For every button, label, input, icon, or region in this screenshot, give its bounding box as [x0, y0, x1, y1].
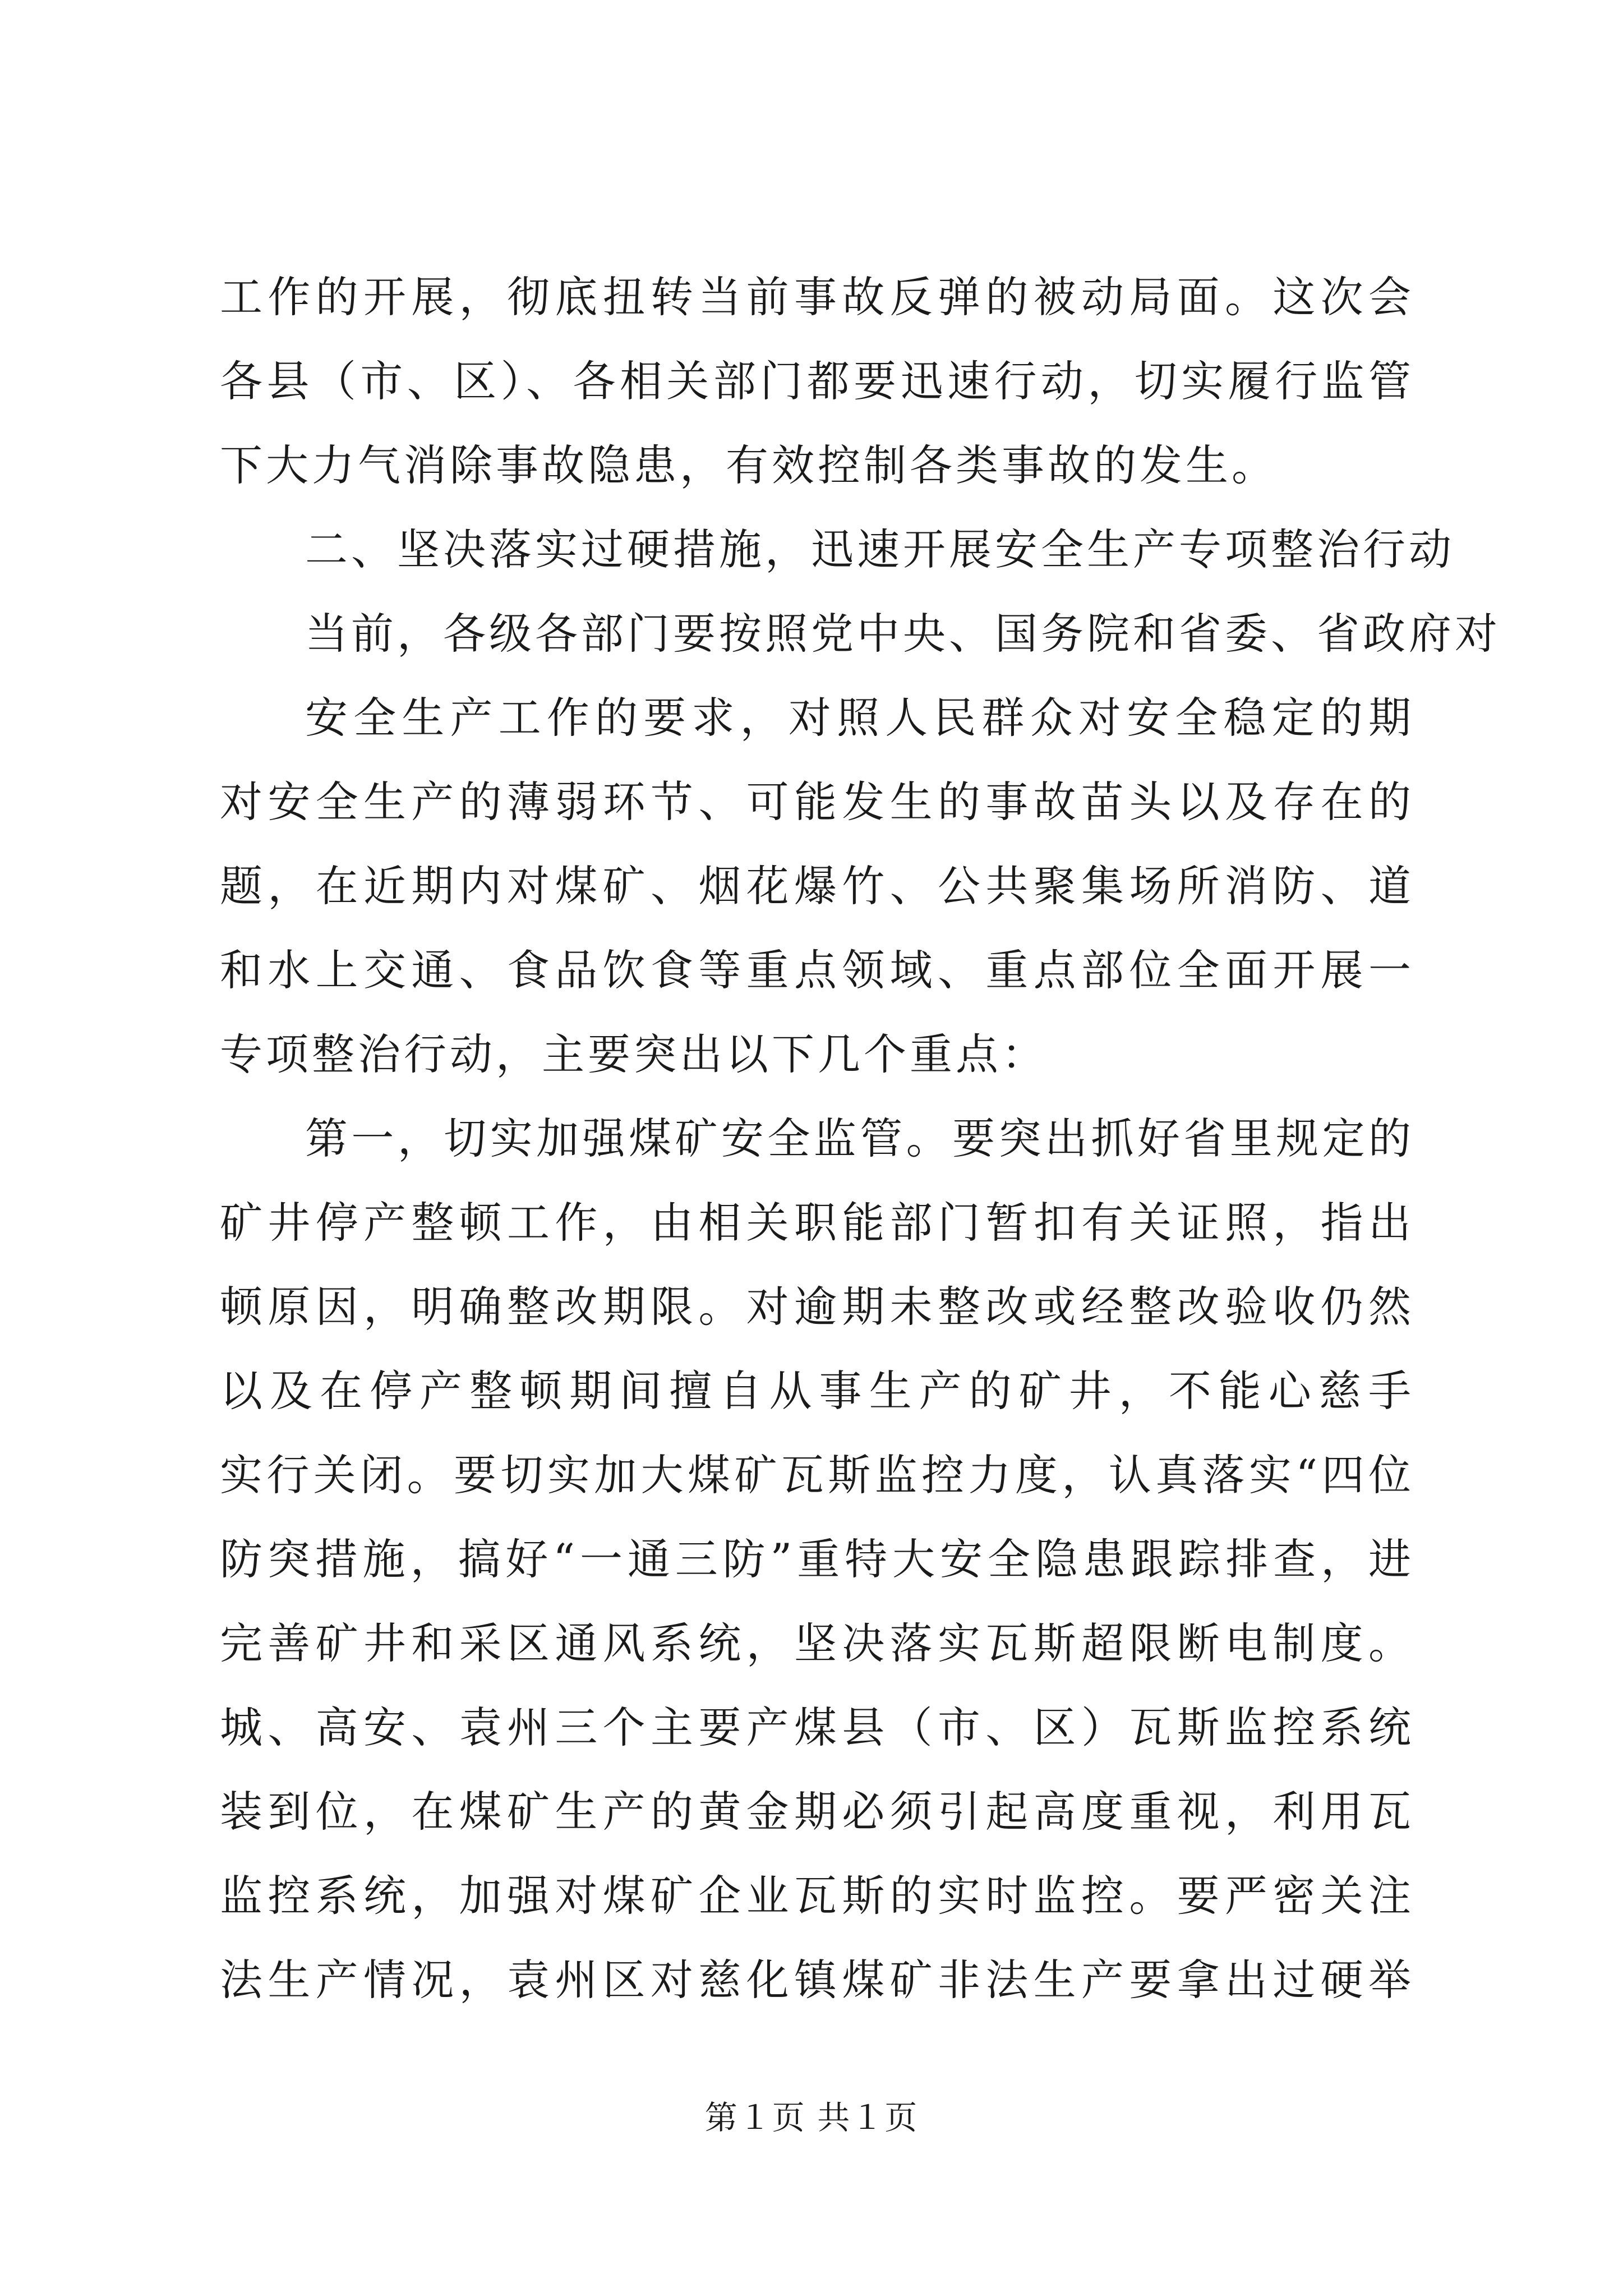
- text-line: 下大力气消除事故隐患，有效控制各类事故的发生。: [220, 440, 1278, 490]
- text-line: 完善矿井和采区通风系统，坚决落实瓦斯超限断电制度。: [220, 1618, 1414, 1668]
- text-line: 法生产情况，袁州区对慈化镇煤矿非法生产要拿出过硬举: [220, 1955, 1414, 2005]
- text-line: 当前，各级各部门要按照党中央、国务院和省委、省政府对: [305, 609, 1501, 659]
- text-line: 第一，切实加强煤矿安全监管。要突出抓好省里规定的: [305, 1114, 1414, 1163]
- text-line: 安全生产工作的要求，对照人民群众对安全稳定的期: [305, 693, 1414, 743]
- text-line: 工作的开展，彻底扭转当前事故反弹的被动局面。这次会: [220, 272, 1414, 322]
- text-line: 和水上交通、食品饮食等重点领域、重点部位全面开展一: [220, 945, 1414, 995]
- text-line: 实行关闭。要切实加大煤矿瓦斯监控力度，认真落实“四位: [220, 1450, 1414, 1500]
- text-line: 顿原因，明确整改期限。对逾期未整改或经整改验收仍然: [220, 1282, 1414, 1332]
- text-line: 监控系统，加强对煤矿企业瓦斯的实时监控。要严密关注: [220, 1871, 1414, 1921]
- text-line: 装到位，在煤矿生产的黄金期必须引起高度重视，利用瓦: [220, 1787, 1414, 1837]
- section-heading: 二、坚决落实过硬措施，迅速开展安全生产专项整治行动: [305, 524, 1455, 574]
- text-line: 题，在近期内对煤矿、烟花爆竹、公共聚集场所消防、道: [220, 861, 1414, 911]
- text-line: 对安全生产的薄弱环节、可能发生的事故苗头以及存在的: [220, 777, 1414, 827]
- document-body: [220, 255, 1501, 2022]
- page-number-footer: 第１页 共１页: [704, 2099, 919, 2137]
- text-line: 各县（市、区）、各相关部门都要迅速行动，切实履行监管: [220, 356, 1414, 406]
- text-line: 以及在停产整顿期间擅自从事生产的矿井，不能心慈手: [220, 1366, 1414, 1416]
- text-line: 专项整治行动，主要突出以下几个重点：: [220, 1029, 1048, 1079]
- text-line: 矿井停产整顿工作，由相关职能部门暂扣有关证照，指出: [220, 1198, 1414, 1248]
- text-line: 防突措施，搞好“一通三防”重特大安全隐患跟踪排查，进: [220, 1534, 1414, 1584]
- text-line: 城、高安、袁州三个主要产煤县（市、区）瓦斯监控系统: [220, 1703, 1414, 1752]
